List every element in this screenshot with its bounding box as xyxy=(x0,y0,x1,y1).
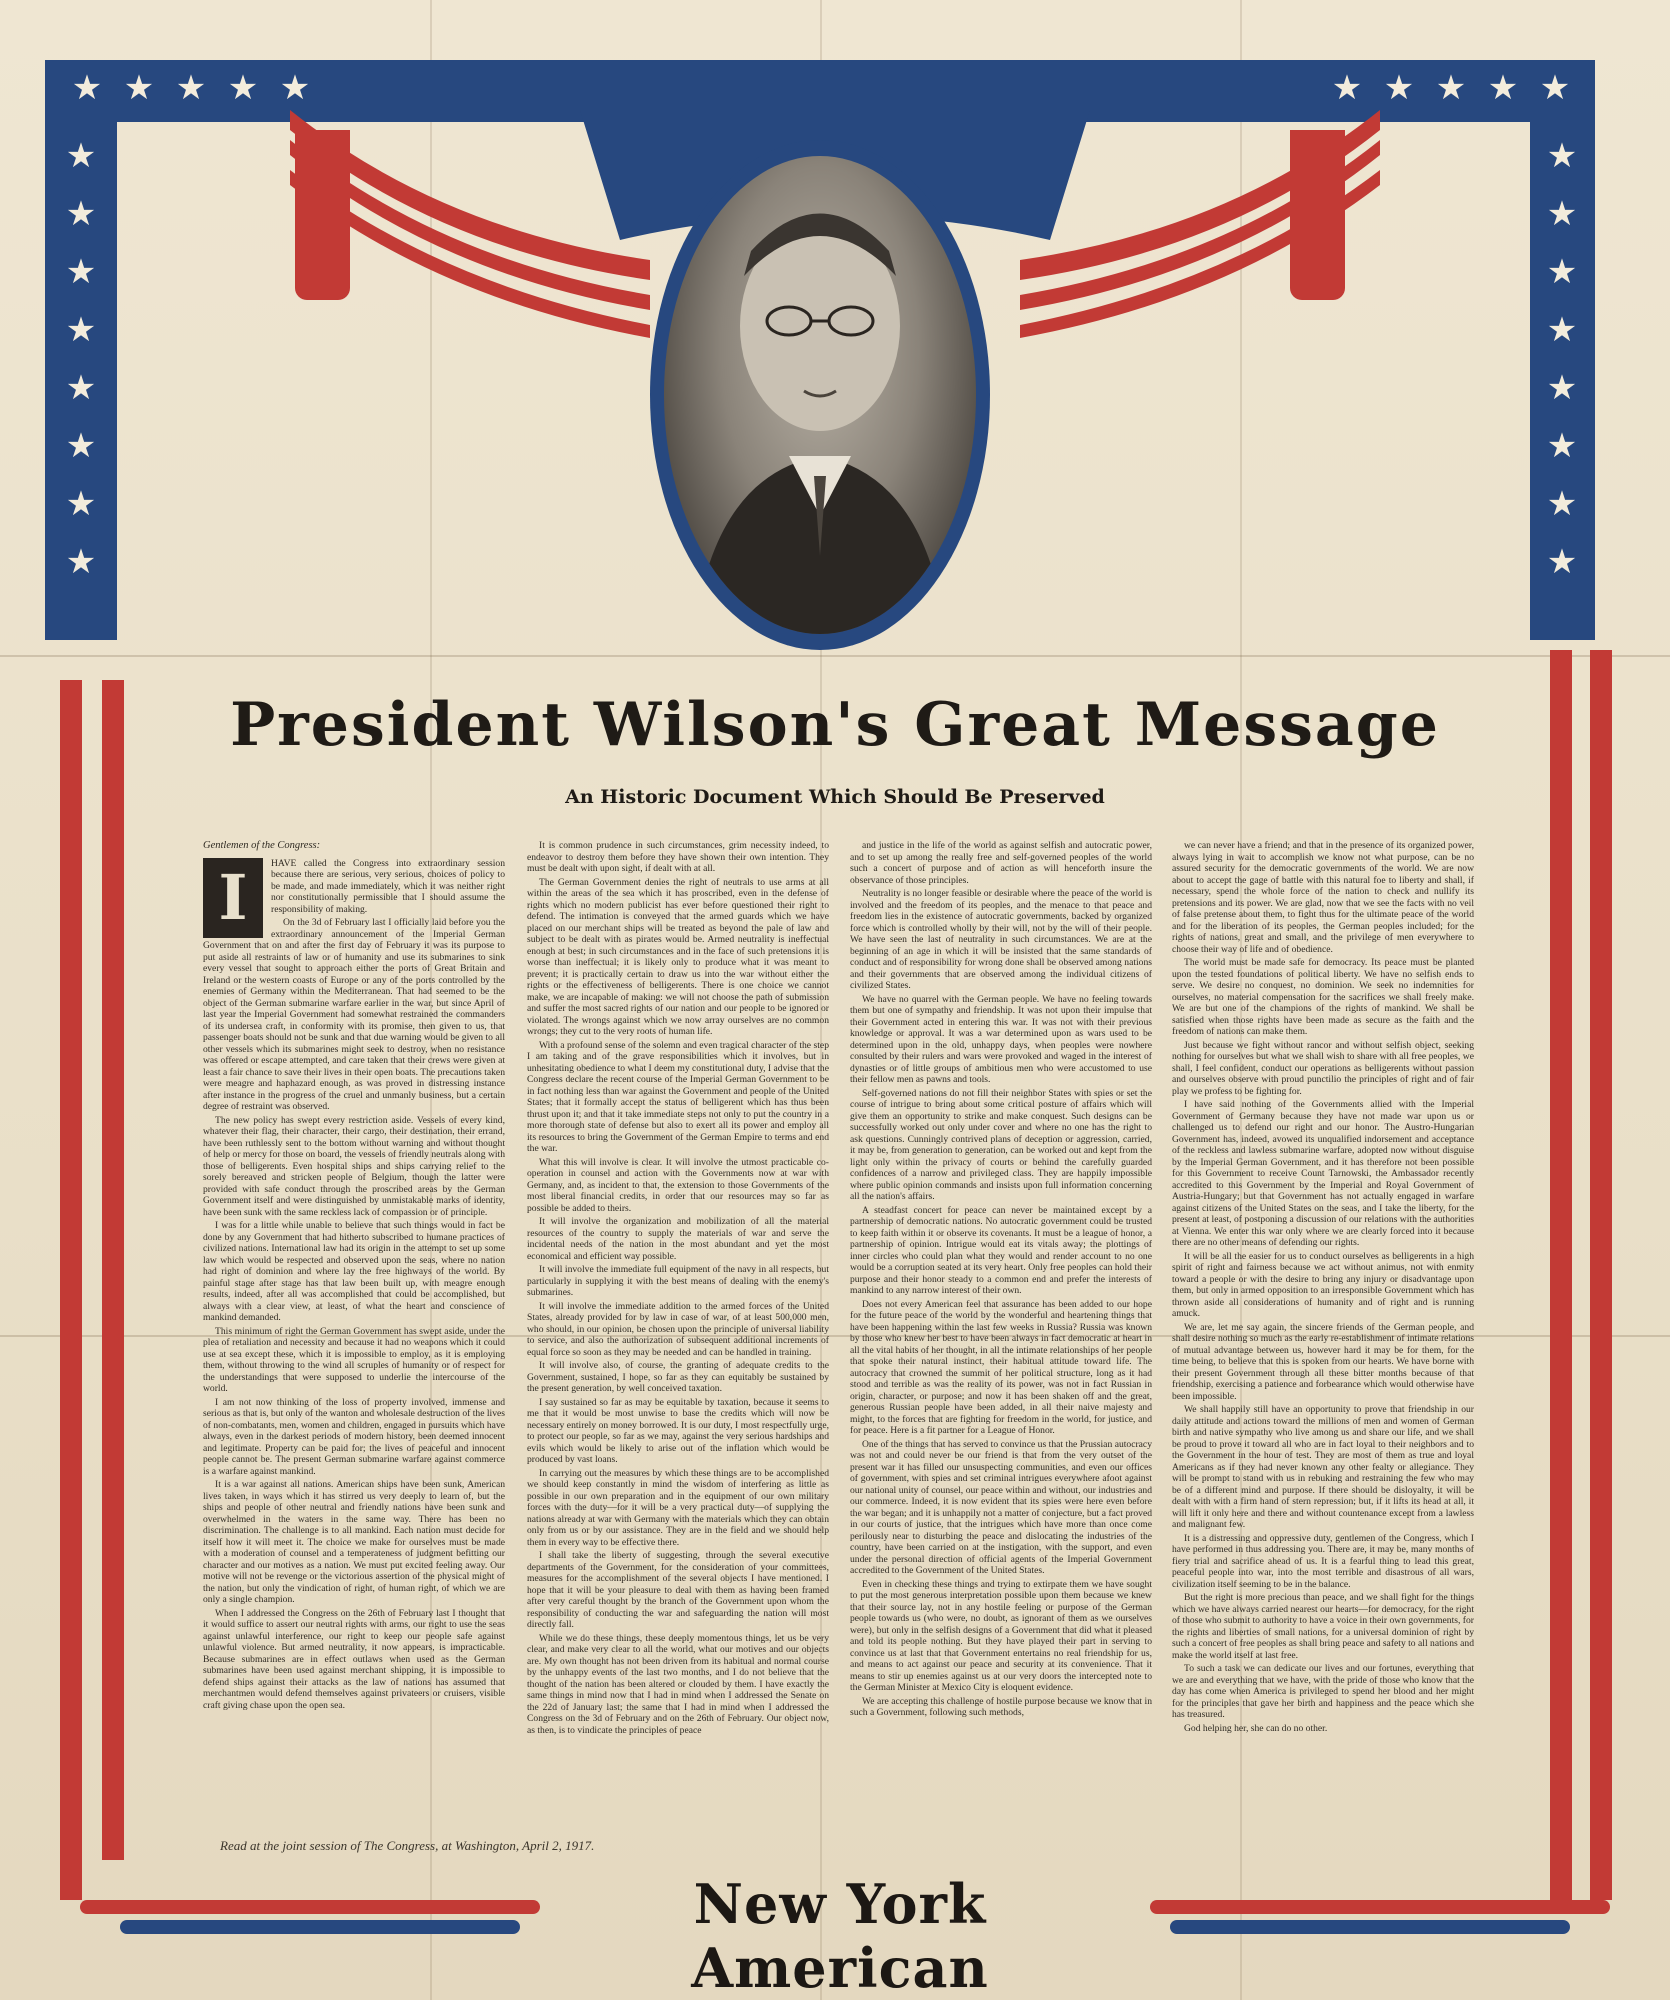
paragraph: we can never have a friend; and that in the presence of its organized power, always lying in wait to accomplish we know not what purpose, can be no assured security for the democratic governments of the world. We are now about to accept the gage of battle with this natural foe to liberty and shall, if necessary, spend the whole force of the nation to check and nullify its pretensions and its power. We are glad, now that we see the facts with no veil of false pretense about them, to fight thus for the ultimate peace of the world and for the liberation of its peoples, the German peoples included; for the rights of nations, great and small, and the privilege of men everywhere to choose their way of life and of obedience. xyxy=(1172,840,1474,955)
star-icon: ★ xyxy=(1546,544,1578,581)
star-icon: ★ xyxy=(1487,70,1519,107)
text-column-2 xyxy=(527,840,829,1820)
paragraph: But the right is more precious than peace, and we shall fight for the things which we have always carried nearest our hearts—for democracy, for the right of those who submit to authority to have a voice in their own governments, for the rights and liberties of small nations, for a universal dominion of right by such a concert of free peoples as shall bring peace and safety to all nations and make the world itself at last free. xyxy=(1172,1592,1474,1661)
paragraph: It is a war against all nations. American ships have been sunk, American lives taken, in ways which it has stirred us very deeply to learn of, but the ships and people of other neutral and friendly nations have been sunk and overwhelmed in the waters in the same way. There has been no discrimination. The challenge is to all mankind. Each nation must decide for itself how it will meet it. The choice we make for ourselves must be made with a moderation of counsel and a temperateness of judgment befitting our character and our motives as a nation. We must put excited feeling away. Our motive will not be revenge or the victorious assertion of the physical might of the nation, but only the vindication of right, of human right, of which we are only a single champion. xyxy=(203,1479,505,1605)
paragraph: We have no quarrel with the German people. We have no feeling towards them but one of sympathy and friendship. It was not upon their impulse that their Government acted in entering this war. It was not with their previous knowledge or approval. It was a war determined upon as wars used to be determined upon in the old, unhappy days, when peoples were nowhere consulted by their rulers and wars were provoked and waged in the interest of dynasties or of little groups of ambitious men who were accustomed to use their fellow men as pawns and tools. xyxy=(850,993,1152,1085)
paragraph: In carrying out the measures by which these things are to be accomplished we should keep constantly in mind the wisdom of interfering as little as possible in our own preparation and in the equipment of our own military forces with the duty—for it will be a very practical duty—of supplying the nations already at war with Germany with the materials which they can obtain only from us or by our assistance. They are in the field and we should help them in every way to be effective there. xyxy=(527,1467,829,1548)
text-column-1 xyxy=(203,840,505,1820)
star-icon: ★ xyxy=(1546,370,1578,407)
star-icon: ★ xyxy=(1546,196,1578,233)
paragraph: While we do these things, these deeply momentous things, let us be very clear, and make very clear to all the world, what our motives and our objects are. My own thought has not been driven from its habitual and normal course by the unhappy events of the last two months, and I do not believe that the thought of the nation has been altered or clouded by them. I have exactly the same things in mind now that I had in mind when I addressed the Senate on the 22d of January last; the same that I had in mind when I addressed the Congress on the 3d of February and on the 26th of February. Our object now, as then, is to vindicate the principles of peace xyxy=(527,1632,829,1736)
paragraph: It will involve the immediate addition to the armed forces of the United States, already provided for by law in case of war, of at least 500,000 men, who should, in our opinion, be chosen upon the principle of universal liability to service, and also the authorization of subsequent additional increments of equal force so soon as they may be needed and can be handled in training. xyxy=(527,1300,829,1358)
star-icon: ★ xyxy=(1546,428,1578,465)
paragraph: It is common prudence in such circumstances, grim necessity indeed, to endeavor to destroy them before they have shown their own intention. They must be dealt with upon sight, if dealt with at all. xyxy=(527,840,829,874)
paragraph: We shall happily still have an opportunity to prove that friendship in our daily attitude and actions toward the millions of men and women of German birth and native sympathy who live among us and share our life, and we shall be proud to prove it toward all who are in fact loyal to their neighbors and to the Government in the hour of test. They are most of them as true and loyal Americans as if they had never known any other fealty or allegiance. They will be prompt to stand with us in rebuking and restraining the few who may be of a different mind and purpose. If there should be disloyalty, it will be dealt with with a firm hand of stern repression; but, if it lifts its head at all, it will lift it only here and there and without countenance except from a lawless and malignant few. xyxy=(1172,1404,1474,1530)
paragraph: It will involve the organization and mobilization of all the material resources of the country to supply the materials of war and serve the incidental needs of the nation in the most abundant and yet the most economical and efficient way possible. xyxy=(527,1216,829,1262)
paragraph: The German Government denies the right of neutrals to use arms at all within the areas of the sea which it has proscribed, even in the defense of rights which no modern publicist has ever before questioned their right to defend. The intimation is conveyed that the armed guards which we have placed on our merchant ships will be treated as beyond the pale of law and subject to be dealt with as pirates would be. Armed neutrality is ineffectual enough at best; in such circumstances and in the face of such pretensions it is worse than ineffectual; it is likely only to produce what it was meant to prevent; it is practically certain to draw us into the war without either the rights or the effectiveness of belligerents. There is one choice we cannot make, we are incapable of making: we will not choose the path of submission and suffer the most sacred rights of our nation and our people to be ignored or violated. The wrongs against which we now array ourselves are no common wrongs; they cut to the very roots of human life. xyxy=(527,876,829,1037)
paragraph: To such a task we can dedicate our lives and our fortunes, everything that we are and everything that we have, with the pride of those who know that the day has come when America is privileged to spend her blood and her might for the principles that gave her birth and happiness and the peace which she has treasured. xyxy=(1172,1663,1474,1720)
paragraph: This minimum of right the German Government has swept aside, under the plea of retaliation and necessity and because it had no weapons which it could use at sea except these, which it is impossible to employ, as it is employing them, without throwing to the wind all scruples of humanity or of respect for the understandings that were supposed to underlie the intercourse of the world. xyxy=(203,1325,505,1394)
drop-cap: I xyxy=(203,858,263,938)
star-icon: ★ xyxy=(65,486,97,523)
left-tassel xyxy=(295,130,350,300)
right-stripe xyxy=(1590,650,1612,1900)
paragraph: I was for a little while unable to believe that such things would in fact be done by any Government that had hitherto subscribed to humane practices of civilized nations. International law had its origin in the attempt to set up some law which would be respected and observed upon the seas, where no nation had right of dominion and where lay the free highways of the world. By painful stage after stage has that law been built up, with meagre enough results, indeed, after all was accomplished that could be accomplished, but always with a clear view, at least, of what the heart and conscience of mankind demanded. xyxy=(203,1220,505,1323)
star-icon: ★ xyxy=(279,70,311,107)
star-icon: ★ xyxy=(1546,138,1578,175)
paragraph: The world must be made safe for democracy. Its peace must be planted upon the tested foundations of political liberty. We have no selfish ends to serve. We desire no conquest, no dominion. We seek no indemnities for ourselves, no material compensation for the sacrifices we shall freely make. We are but one of the champions of the rights of mankind. We shall be satisfied when those rights have been made as secure as the faith and the freedom of nations can make them. xyxy=(1172,957,1474,1037)
star-icon: ★ xyxy=(175,70,207,107)
paragraph: Even in checking these things and trying to extirpate them we have sought to put the most generous interpretation possible upon them because we knew that their source lay, not in any hostile feeling or purpose of the German people towards us (who were, no doubt, as ignorant of them as we ourselves were), but only in the selfish designs of a Government that did what it pleased and told its people nothing. But they have played their part in serving to convince us at last that that Government entertains no real friendship for us, and means to act against our peace and security at its convenience. That it means to stir up enemies against us at our very doors the intercepted note to the German Minister at Mexico City is eloquent evidence. xyxy=(850,1578,1152,1693)
star-icon: ★ xyxy=(65,544,97,581)
paragraph: With a profound sense of the solemn and even tragical character of the step I am taking and of the grave responsibilities which it involves, but in unhesitating obedience to what I deem my constitutional duty, I advise that the Congress declare the recent course of the Imperial German Government to be in fact nothing less than war against the Government and people of the United States; that it formally accept the status of belligerent which has thus been thrust upon it; and that it take immediate steps not only to put the country in a more thorough state of defense but also to exert all its power and employ all its resources to bring the Government of the German Empire to terms and end the war. xyxy=(527,1039,829,1154)
fold-line xyxy=(0,655,1670,657)
star-icon: ★ xyxy=(1383,70,1415,107)
bottom-ribbon xyxy=(1150,1900,1610,1914)
paragraph: I shall take the liberty of suggesting, through the several executive departments of the Government, for the consideration of your committees, measures for the accomplishment of the several objects I have mentioned. I hope that it will be your pleasure to deal with them as having been framed after very careful thought by the branch of the Government upon whom the responsibility of conducting the war and safeguarding the nation will most directly fall. xyxy=(527,1550,829,1630)
star-icon: ★ xyxy=(71,70,103,107)
star-icon: ★ xyxy=(65,254,97,291)
paragraph: God helping her, she can do no other. xyxy=(1184,1722,1328,1734)
salutation: Gentlemen of the Congress: xyxy=(203,840,321,851)
paragraph: I have said nothing of the Governments allied with the Imperial Government of Germany because they have not made war upon us or challenged us to defend our right and our honor. The Austro-Hungarian Government has, indeed, avowed its unqualified indorsement and acceptance of the reckless and lawless submarine warfare, adopted now without disguise by the Imperial German Government, and it has therefore not been possible for this Government to receive Count Tarnowski, the Ambassador recently accredited to this Government by the Imperial and Royal Government of Austria-Hungary; but that Government has not actually engaged in warfare against citizens of the United States on the seas, and I take the liberty, for the present at least, of postponing a discussion of our relations with the authorities at Vienna. We enter this war only where we are clearly forced into it because there are no other means of defending our rights. xyxy=(1172,1099,1474,1248)
paragraph: It will involve also, of course, the granting of adequate credits to the Government, sustained, I hope, so far as they can equitably be sustained by the present generation, by well conceived taxation. xyxy=(527,1360,829,1394)
paragraph: It is a distressing and oppressive duty, gentlemen of the Congress, which I have performed in thus addressing you. There are, it may be, many months of fiery trial and sacrifice ahead of us. It is a fearful thing to lead this great, peaceful people into war, into the most terrible and disastrous of all wars, civilization itself seeming to be in the balance. xyxy=(1172,1532,1474,1590)
paragraph: It will involve the immediate full equipment of the navy in all respects, but particularly in supplying it with the best means of dealing with the enemy's submarines. xyxy=(527,1264,829,1298)
left-stripe xyxy=(60,680,82,1900)
paragraph: It will be all the easier for us to conduct ourselves as belligerents in a high spirit of right and fairness because we act without animus, not with enmity toward a people or with the desire to bring any injury or disadvantage upon them, but only in armed opposition to an irresponsible Government which has thrown aside all considerations of humanity and of right and is running amuck. xyxy=(1172,1250,1474,1319)
right-tassel xyxy=(1290,130,1345,300)
paragraph: I say sustained so far as may be equitable by taxation, because it seems to me that it would be most unwise to base the credits which will now be necessary entirely on money borrowed. It is our duty, I most respectfully urge, to protect our people, so far as we may, against the very serious hardships and evils which would be likely to arise out of the inflation which would be produced by vast loans. xyxy=(527,1396,829,1465)
paragraph: One of the things that has served to convince us that the Prussian autocracy was not and could never be our friend is that from the very outset of the present war it has filled our unsuspecting communities, and even our offices of government, with spies and set criminal intrigues everywhere afoot against our national unity of counsel, our peace within and without, our industries and our commerce. Indeed, it is now evident that its spies were here even before the war began; and it is unhappily not a matter of conjecture, but a fact proved in our courts of justice, that the intrigues which have more than once come perilously near to disturbing the peace and dislocating the industries of the country, have been carried on at the instigation, with the support, and even under the personal direction of official agents of the Imperial Government accredited to the Government of the United States. xyxy=(850,1438,1152,1576)
paragraph: On the 3d of February last I officially laid before you the extraordinary announcement of the Imperial German Government that on and after the first day of February it was its purpose to put aside all restraints of law or of humanity and use its submarines to sink every vessel that sought to approach either the ports of Great Britain and Ireland or the western coasts of Europe or any of the ports controlled by the enemies of Germany within the Mediterranean. That had seemed to be the object of the German submarine warfare earlier in the war, but since April of last year the Imperial Government had somewhat restrained the commanders of its undersea craft, in conformity with its promise, then given to us, that passenger boats should not be sunk and that due warning would be given to all other vessels which its submarines might seek to destroy, when no resistance was offered or escape attempted, and care taken that their crews were given at least a fair chance to save their lives in their open boats. The precautions taken were meagre and haphazard enough, as was proved in distressing instance after instance in the progress of the cruel and unmanly business, but a certain degree of restraint was observed. xyxy=(203,917,505,1112)
star-icon: ★ xyxy=(1546,254,1578,291)
paragraph: Just because we fight without rancor and without selfish object, seeking nothing for ourselves but what we shall wish to share with all free peoples, we shall, I feel confident, conduct our operations as belligerents without passion and ourselves observe with proud punctilio the principles of right and of fair play we profess to be fighting for. xyxy=(1172,1039,1474,1097)
paragraph: Neutrality is no longer feasible or desirable where the peace of the world is involved and the freedom of its peoples, and the menace to that peace and freedom lies in the existence of autocratic governments, backed by organized force which is controlled wholly by their will, not by the will of their people. We have seen the last of neutrality in such circumstances. We are at the beginning of an age in which it will be insisted that the same standards of conduct and of responsibility for wrong done shall be observed among nations and their governments that are observed among the individual citizens of civilized States. xyxy=(850,888,1152,991)
star-icon: ★ xyxy=(65,312,97,349)
star-icon: ★ xyxy=(123,70,155,107)
star-icon: ★ xyxy=(1331,70,1363,107)
star-icon: ★ xyxy=(65,138,97,175)
text-column-4 xyxy=(1172,840,1474,1820)
star-icon: ★ xyxy=(65,370,97,407)
wilson-portrait xyxy=(664,156,976,634)
star-icon: ★ xyxy=(227,70,259,107)
star-icon: ★ xyxy=(1435,70,1467,107)
star-icon: ★ xyxy=(65,196,97,233)
paragraph: A steadfast concert for peace can never be maintained except by a partnership of democratic nations. No autocratic government could be trusted to keep faith within it or observe its covenants. It must be a league of honor, a partnership of opinion. Intrigue would eat its vitals away; the plottings of inner circles who could plan what they would and render account to no one would be a corruption seated at its very heart. Only free peoples can hold their purpose and their honor steady to a common end and prefer the interests of mankind to any narrow interest of their own. xyxy=(850,1204,1152,1296)
paragraph: HAVE called the Congress into extraordinary session because there are serious, very serious, choices of policy to be made, and made immediately, which it was neither right nor constitutionally permissible that I should assume the responsibility of making. xyxy=(271,857,505,915)
page-title: President Wilson's Great Message xyxy=(230,690,1440,760)
bottom-ribbon xyxy=(80,1900,540,1914)
paragraph: Self-governed nations do not fill their neighbor States with spies or set the course of intrigue to bring about some critical posture of affairs which will give them an opportunity to strike and make conquest. Such designs can be successfully worked out only under cover and where no one has the right to ask questions. Cunningly contrived plans of deception or aggression, carried, it may be, from generation to generation, can be worked out and kept from the light only within the privacy of courts or behind the carefully guarded confidences of a narrow and privileged class. They are happily impossible where public opinion commands and insists upon full information concerning all the nation's affairs. xyxy=(850,1087,1152,1202)
bottom-ribbon xyxy=(120,1920,520,1934)
paragraph: We are, let me say again, the sincere friends of the German people, and shall desire nothing so much as the early re-establishment of intimate relations of mutual advantage between us, however hard it may be for them, for the time being, to believe that this is spoken from our hearts. We have borne with their present Government through all these bitter months because of that friendship, exercising a patience and forbearance which would otherwise have been impossible. xyxy=(1172,1321,1474,1402)
newspaper-masthead: New York American xyxy=(691,1872,989,2000)
paragraph: and justice in the life of the world as against selfish and autocratic power, and to set up among the really free and self-governed peoples of the world such a concert of purpose and of action as will henceforth insure the observance of those principles. xyxy=(850,840,1152,886)
left-stripe xyxy=(102,680,124,1860)
paragraph: Does not every American feel that assurance has been added to our hope for the future peace of the world by the wonderful and heartening things that have been happening within the last few weeks in Russia? Russia was known by those who knew her best to have been always in fact democratic at heart in all the vital habits of her thought, in all the intimate relationships of her people that spoke their natural instinct, their habitual attitude toward life. The autocracy that crowned the summit of her political structure, long as it had stood and terrible as was the reality of its power, was not in fact Russian in origin, character, or purpose; and now it has been shaken off and the great, generous Russian people have been added, in all their naive majesty and might, to the forces that are fighting for freedom in the world, for justice, and for peace. Here is a fit partner for a League of Honor. xyxy=(850,1298,1152,1436)
star-icon: ★ xyxy=(1546,486,1578,523)
bottom-ribbon xyxy=(1170,1920,1570,1934)
paragraph: The new policy has swept every restriction aside. Vessels of every kind, whatever their flag, their character, their cargo, their destination, their errand, have been ruthlessly sent to the bottom without warning and without thought of help or mercy for those on board, the vessels of friendly neutrals along with those of belligerents. Even hospital ships and ships carrying relief to the sorely bereaved and stricken people of Belgium, though the latter were provided with safe conduct through the proscribed areas by the German Government itself and were distinguished by unmistakable marks of identity, have been sunk with the same reckless lack of compassion or of principle. xyxy=(203,1114,505,1218)
star-icon: ★ xyxy=(65,428,97,465)
paragraph: I am not now thinking of the loss of property involved, immense and serious as that is, but only of the wanton and wholesale destruction of the lives of non-combatants, men, women and children, engaged in pursuits which have always, even in the darkest periods of modern history, been deemed innocent and legitimate. Property can be paid for; the lives of peaceful and innocent people cannot be. The present German submarine warfare against commerce is a warfare against mankind. xyxy=(203,1396,505,1477)
subtitle: An Historic Document Which Should Be Preserved xyxy=(565,786,1105,808)
star-icon: ★ xyxy=(1539,70,1571,107)
right-stripe xyxy=(1550,650,1572,1900)
star-icon: ★ xyxy=(1546,312,1578,349)
paragraph: What this will involve is clear. It will involve the utmost practicable co-operation in counsel and action with the Governments now at war with Germany, and, as incident to that, the extension to those Governments of the most liberal financial credits, in order that our resources may so far as possible be added to theirs. xyxy=(527,1156,829,1214)
text-column-3 xyxy=(850,840,1152,1820)
footer-note: Read at the joint session of The Congress, at Washington, April 2, 1917. xyxy=(220,1838,595,1853)
paragraph: When I addressed the Congress on the 26th of February last I thought that it would suffice to assert our neutral rights with arms, our right to use the seas against unlawful interference, our right to keep our people safe against unlawful violence. But armed neutrality, it now appears, is impracticable. Because submarines are in effect outlaws when used as the German submarines have been used against merchant shipping, it is impossible to defend ships against their attacks as the law of nations has assumed that merchantmen would defend themselves against privateers or cruisers, visible craft giving chase upon the open sea. xyxy=(203,1607,505,1711)
paragraph: We are accepting this challenge of hostile purpose because we know that in such a Government, following such methods, xyxy=(850,1695,1152,1718)
